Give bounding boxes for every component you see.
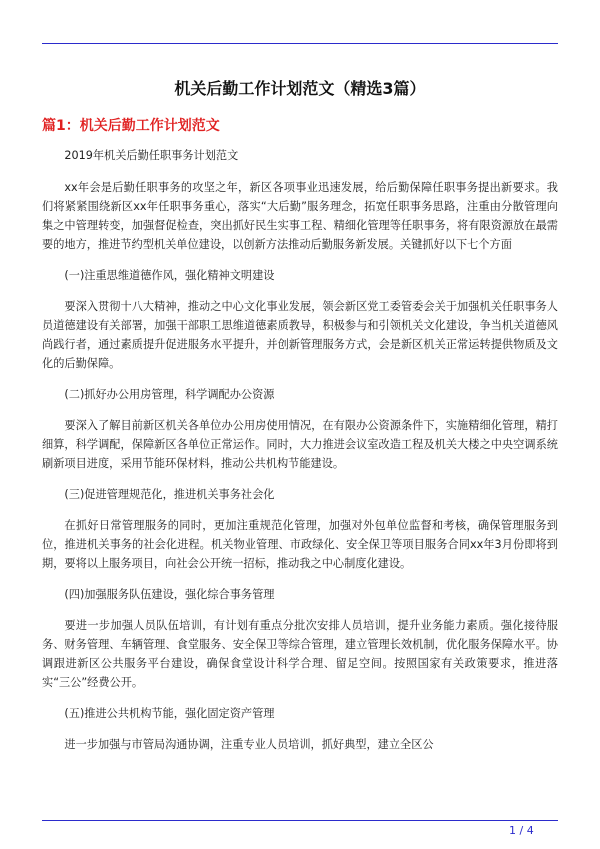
section-heading: (五)推进公共机构节能，强化固定资产管理 (64, 707, 275, 720)
document-body (42, 146, 558, 766)
section-heading: (二)抓好办公用房管理，科学调配办公资源 (64, 388, 275, 401)
section-heading: (三)促进管理规范化，推进机关事务社会化 (64, 488, 275, 501)
paragraph: xx年会是后勤任职事务的攻坚之年，新区各项事业迅速发展，给后勤保障任职事务提出新要求。我们将紧紧围绕新区xx年任职事务重心，落实“大后勤”服务理念，拓宽任职事务思路，注重由分散管理向集之中管理转变，加强督促检查，突出抓好民生实事工程、精细化管理等任职事务，将有限资源放在最需要的地方，推进节约型机关单位建设，以创新方法推动后勤服务新发展。关键抓好以下七个方面 (42, 181, 558, 251)
paragraph: 进一步加强与市管局沟通协调，注重专业人员培训，抓好典型，建立全区公 (64, 738, 434, 751)
section-heading: (一)注重思维道德作风，强化精神文明建设 (64, 269, 275, 282)
document-title: 机关后勤工作计划范文（精选3篇） (174, 79, 426, 98)
page-number: 1 / 4 (509, 824, 534, 837)
paragraph: 要进一步加强人员队伍培训，有计划有重点分批次安排人员培训，提升业务能力素质。强化接待服务、财务管理、车辆管理、食堂服务、安全保卫等综合管理，建立管理长效机制，优化服务保障水平。协调跟进新区公共服务平台建设，确保食堂设计科学合理、留足空间。按照国家有关政策要求，推进落实“三公”经费公开。 (42, 619, 558, 689)
section-title: 篇1：机关后勤工作计划范文 (42, 118, 220, 134)
top-divider-line (42, 43, 558, 44)
paragraph: 要深入贯彻十八大精神，推动之中心文化事业发展，领会新区党工委管委会关于加强机关任职事务人员道德建设有关部署，加强干部职工思维道德素质教导，积极参与和引领机关文化建设，争当机关道德风尚践行者，通过素质提升促进服务水平提升，并创新管理服务方式，会是新区机关正常运转提供物质及文化的后勤保障。 (42, 300, 558, 370)
bottom-divider-line (42, 820, 558, 821)
paragraph: 在抓好日常管理服务的同时，更加注重规范化管理，加强对外包单位监督和考核，确保管理服务到位，推进机关事务的社会化进程。机关物业管理、市政绿化、安全保卫等项目服务合同xx年3月份即将到期，要将以上服务项目，向社会公开统一招标，推动我之中心制度化建设。 (42, 519, 558, 570)
section-heading: (四)加强服务队伍建设，强化综合事务管理 (64, 588, 275, 601)
paragraph: 要深入了解目前新区机关各单位办公用房使用情况，在有限办公资源条件下，实施精细化管理，精打细算，科学调配，保障新区各单位正常运作。同时，大力推进会议室改造工程及机关大楼之中央空调系统刷新项目进度，采用节能环保材料，推动公共机构节能建设。 (42, 419, 558, 470)
document-subtitle: 2019年机关后勤任职事务计划范文 (64, 149, 239, 162)
